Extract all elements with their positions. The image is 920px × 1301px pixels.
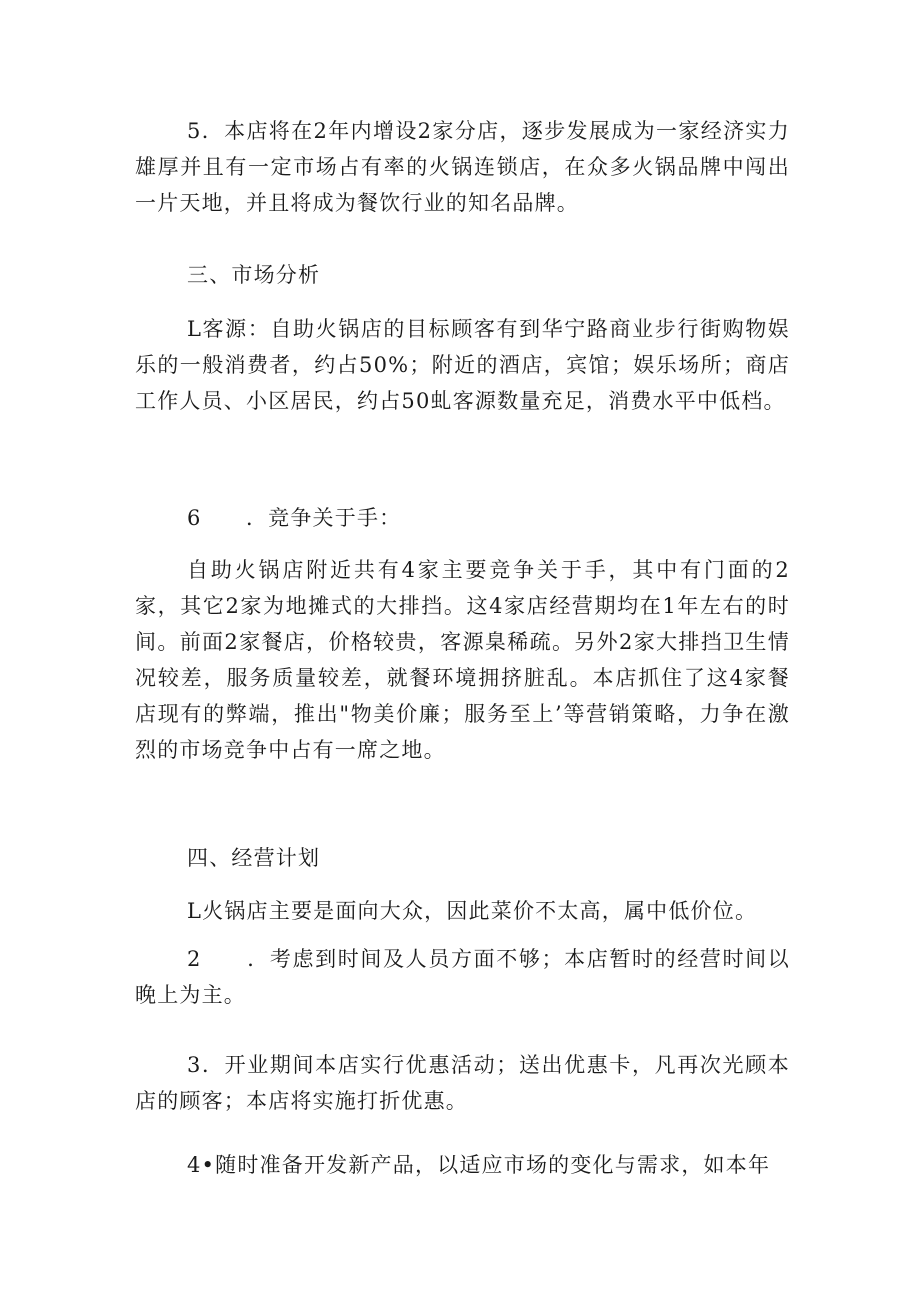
paragraph-competitors-detail: 自助火锅店附近共有4家主要竞争关于手，其中有门面的2家，其它2家为地摊式的大排挡。这4家店经营期均在1年左右的时间。前面2家餐店，价格较贵，客源臬稀疏。另外2家大排挡卫生情况较差，服务质量较差，就餐环境拥挤脏乱。本店抓住了这4家餐店现有的弊端，推出"物美价廉；服务至上’等营销策略，力争在激烈的市场竞争中占有一席之地。 xyxy=(135,558,790,762)
paragraph-competitors-heading: 6 ．竞争关于手： xyxy=(187,506,402,530)
section-heading-market-analysis: 三、市场分析 xyxy=(187,263,321,287)
paragraph-opening-promotion: 3．开业期间本店实行优惠活动；送出优惠卡，凡再次光顾本店的顾客；本店将实施打折优惠。 xyxy=(135,1053,790,1113)
paragraph-pricing: L火锅店主要是面向大众，因此菜价不太高，属中低价位。 xyxy=(187,899,758,923)
section-heading-business-plan: 四、经营计划 xyxy=(187,846,321,870)
paragraph-new-products: 4•随时准备开发新产品，以适应市场的变化与需求，如本年 xyxy=(187,1153,771,1177)
paragraph-customer-source: L客源：自助火锅店的目标顾客有到华宁路商业步行街购物娱乐的一般消费者，约占50%；附近的酒店，宾馆；娱乐场所；商店工作人员、小区居民，约占50虬客源数量充足，消费水平中低档。 xyxy=(135,317,790,413)
paragraph-expansion-plan: 5．本店将在2年内增设2家分店，逐步发展成为一家经济实力雄厚并且有一定市场占有率的火锅连锁店，在众多火锅品牌中闯出一片天地，并且将成为餐饮行业的知名品牌。 xyxy=(135,119,790,215)
paragraph-operating-hours: 2 ．考虑到时间及人员方面不够；本店暂时的经营时间以晚上为主。 xyxy=(135,947,790,1007)
